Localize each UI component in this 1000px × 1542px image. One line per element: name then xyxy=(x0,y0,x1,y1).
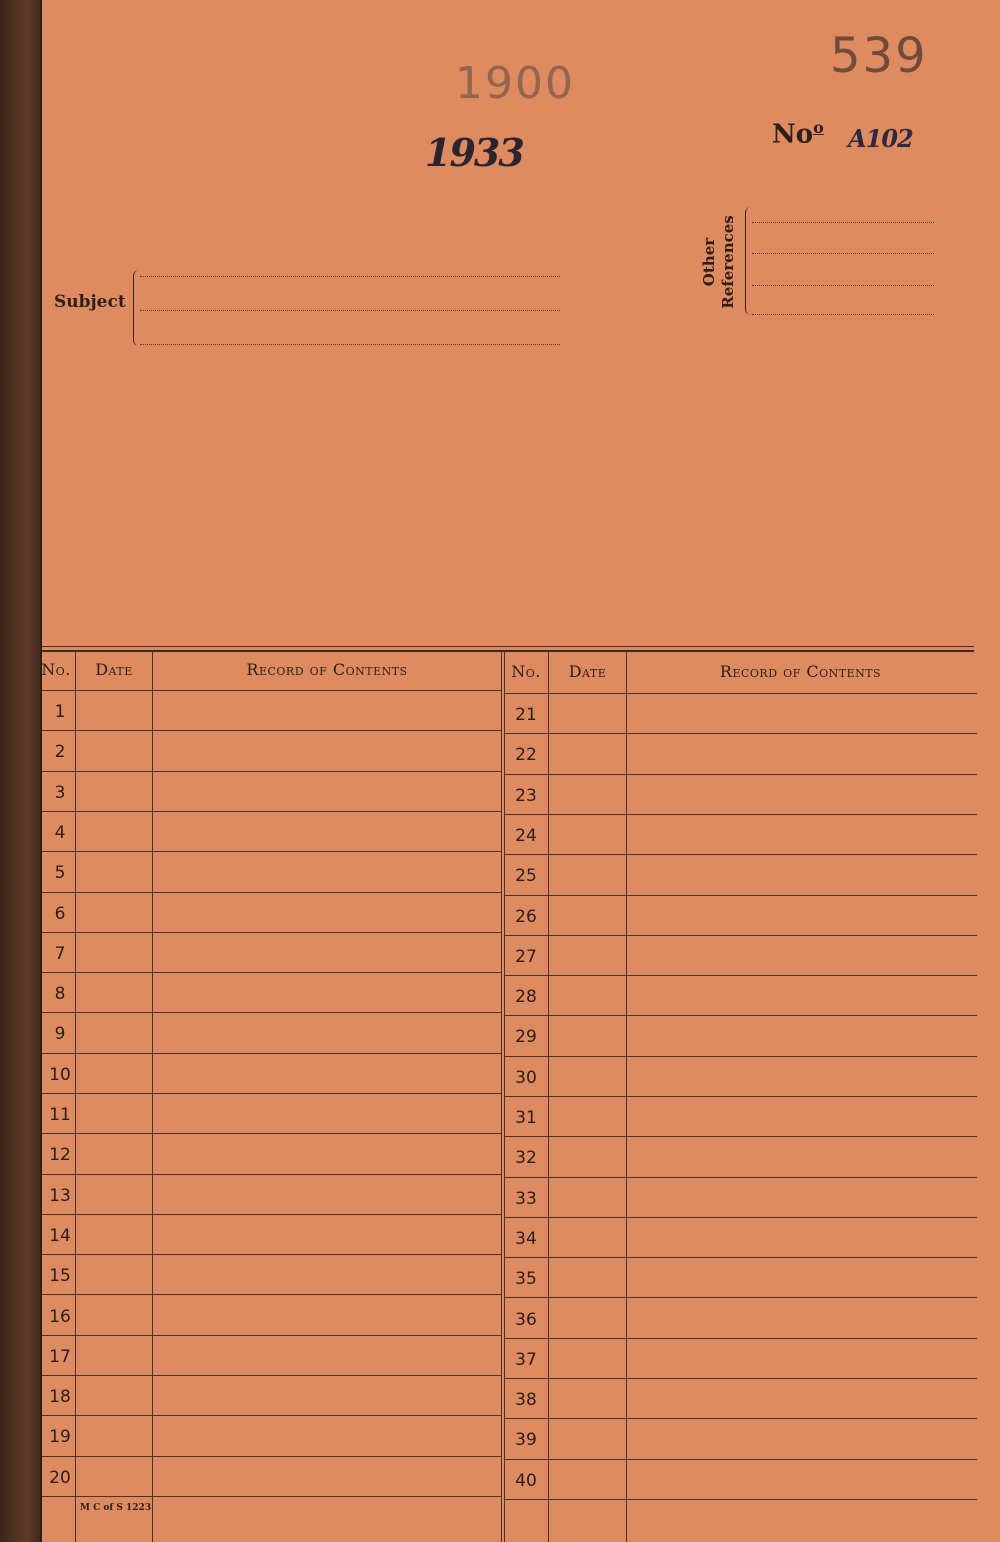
table-top-rule-2 xyxy=(42,650,974,652)
right-row-number: 39 xyxy=(515,1430,537,1450)
right-row-number: 25 xyxy=(515,866,537,886)
binding-spine xyxy=(0,0,40,1542)
right-row-number: 38 xyxy=(515,1390,537,1410)
left-row-number: 3 xyxy=(54,783,66,803)
left-row-rule xyxy=(42,1415,501,1416)
right-row-number: 21 xyxy=(515,705,537,725)
left-row-number: 11 xyxy=(49,1105,71,1125)
right-row-rule xyxy=(505,1015,977,1016)
right-row-number: 30 xyxy=(515,1068,537,1088)
subject-line-1 xyxy=(140,276,560,277)
right-row-rule xyxy=(505,1338,977,1339)
right-row-rule xyxy=(505,1459,977,1460)
right-row-number: 36 xyxy=(515,1310,537,1330)
references-line-4 xyxy=(752,314,934,315)
table-top-rule xyxy=(42,646,974,647)
left-row-number: 16 xyxy=(49,1307,71,1327)
right-row-rule xyxy=(505,1418,977,1419)
left-row-number: 17 xyxy=(49,1347,71,1367)
right-row-rule xyxy=(505,895,977,896)
left-row-number: 7 xyxy=(54,944,66,964)
right-row-rule xyxy=(505,1297,977,1298)
subject-line-3 xyxy=(140,344,560,345)
left-row-rule xyxy=(42,1456,501,1457)
right-row-number: 31 xyxy=(515,1108,537,1128)
references-line-1 xyxy=(752,222,934,223)
left-row-number: 12 xyxy=(49,1145,71,1165)
center-divider-a xyxy=(501,652,502,1542)
left-row-number: 20 xyxy=(49,1468,71,1488)
left-row-number: 8 xyxy=(54,984,66,1004)
file-number-label xyxy=(772,118,824,150)
left-row-rule xyxy=(42,1254,501,1255)
right-row-number: 29 xyxy=(515,1027,537,1047)
subject-line-2 xyxy=(140,310,560,311)
right-row-number: 35 xyxy=(515,1269,537,1289)
right-row-number: 28 xyxy=(515,987,537,1007)
right-row-number: 22 xyxy=(515,745,537,765)
center-divider-b xyxy=(504,652,505,1542)
left-row-number: 15 xyxy=(49,1266,71,1286)
other-references-label xyxy=(700,212,738,312)
right-row-rule xyxy=(505,1136,977,1137)
right-row-rule xyxy=(505,1217,977,1218)
left-row-rule xyxy=(42,771,501,772)
right-row-number: 27 xyxy=(515,947,537,967)
left-row-number: 18 xyxy=(49,1387,71,1407)
left-row-rule xyxy=(42,1133,501,1134)
left-row-number: 14 xyxy=(49,1226,71,1246)
file-number-value: A102 xyxy=(848,124,913,153)
right-col-record-header: Record of Contents xyxy=(719,662,882,681)
left-row-number: 5 xyxy=(54,863,66,883)
right-row-rule xyxy=(505,1177,977,1178)
right-row-number: 26 xyxy=(515,907,537,927)
right-col-date-header: Date xyxy=(568,662,607,681)
right-row-number: 23 xyxy=(515,786,537,806)
left-row-rule xyxy=(42,1093,501,1094)
right-row-number: 32 xyxy=(515,1148,537,1168)
left-row-number: 6 xyxy=(54,904,66,924)
subject-brace xyxy=(133,270,140,346)
handwritten-year: 1933 xyxy=(425,130,523,175)
left-header-rule xyxy=(42,690,501,691)
right-date-divider xyxy=(626,652,627,1542)
references-line-3 xyxy=(752,285,934,286)
right-row-number: 40 xyxy=(515,1471,537,1491)
right-row-rule xyxy=(505,1378,977,1379)
right-row-rule xyxy=(505,1096,977,1097)
other-references-brace xyxy=(745,207,752,315)
left-row-rule xyxy=(42,1294,501,1295)
left-row-number: 1 xyxy=(54,702,66,722)
subject-label: Subject xyxy=(54,292,126,312)
file-number-label-text: No xyxy=(772,119,814,150)
left-row-rule xyxy=(42,851,501,852)
left-row-rule xyxy=(42,1174,501,1175)
left-row-number: 10 xyxy=(49,1065,71,1085)
right-row-rule xyxy=(505,1257,977,1258)
other-references-line-2: References xyxy=(719,215,737,309)
left-row-rule xyxy=(42,730,501,731)
numero-sign-o: o xyxy=(813,118,824,137)
left-bottom-rule xyxy=(42,1496,501,1497)
left-row-number: 4 xyxy=(54,823,66,843)
left-row-rule xyxy=(42,1335,501,1336)
right-header-rule xyxy=(505,693,977,694)
left-row-rule xyxy=(42,811,501,812)
right-row-rule xyxy=(505,774,977,775)
left-row-rule xyxy=(42,972,501,973)
right-row-rule xyxy=(505,814,977,815)
left-row-number: 19 xyxy=(49,1427,71,1447)
right-row-number: 34 xyxy=(515,1229,537,1249)
right-bottom-rule xyxy=(505,1499,977,1500)
right-row-rule xyxy=(505,975,977,976)
right-row-number: 37 xyxy=(515,1350,537,1370)
right-row-rule xyxy=(505,935,977,936)
left-row-rule xyxy=(42,1053,501,1054)
left-row-rule xyxy=(42,1214,501,1215)
left-row-number: 13 xyxy=(49,1186,71,1206)
form-code: M C of S 1223 xyxy=(80,1503,152,1513)
folio-number: 539 xyxy=(830,28,928,84)
left-row-rule xyxy=(42,1375,501,1376)
references-line-2 xyxy=(752,253,934,254)
right-row-rule xyxy=(505,1056,977,1057)
left-col-record-header: Record of Contents xyxy=(246,660,408,679)
left-row-number: 9 xyxy=(54,1024,66,1044)
left-col-date-header: Date xyxy=(95,660,133,679)
left-row-rule xyxy=(42,1012,501,1013)
right-row-rule xyxy=(505,854,977,855)
left-row-number: 2 xyxy=(54,742,66,762)
right-row-number: 33 xyxy=(515,1189,537,1209)
other-references-line-1: Other xyxy=(700,237,718,287)
year-stamp: 1900 xyxy=(455,58,575,109)
right-row-number: 24 xyxy=(515,826,537,846)
left-col-no-header: No. xyxy=(41,660,71,679)
left-row-rule xyxy=(42,932,501,933)
right-row-rule xyxy=(505,733,977,734)
right-col-no-header: No. xyxy=(511,662,541,681)
right-no-divider xyxy=(548,652,549,1542)
left-date-divider xyxy=(152,652,153,1542)
left-row-rule xyxy=(42,892,501,893)
